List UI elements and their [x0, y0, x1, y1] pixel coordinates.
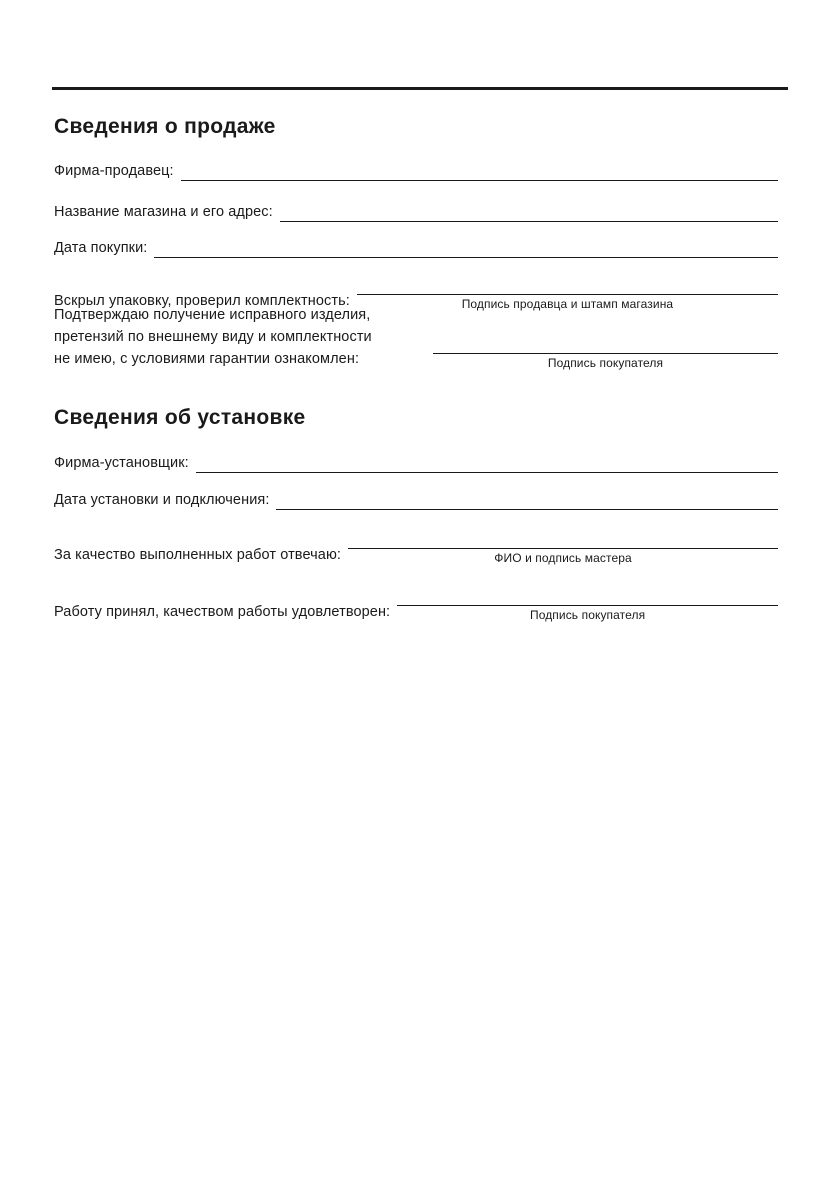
- purchase-date-label: Дата покупки:: [54, 240, 148, 256]
- installer-field-row: [54, 453, 778, 473]
- install-date-blank-line[interactable]: [276, 490, 778, 510]
- acceptance-field-row: [54, 304, 778, 370]
- shop-name-label: Название магазина и его адрес:: [54, 204, 273, 220]
- shop-name-blank-line[interactable]: [280, 202, 778, 222]
- acceptance-label-line-2: претензий по внешнему виду и комплектности: [54, 329, 372, 345]
- shop-name-field-row: [54, 202, 778, 222]
- installer-fill: [196, 453, 778, 473]
- purchase-date-blank-line[interactable]: [154, 238, 778, 258]
- install-date-fill: [276, 490, 778, 510]
- work-quality-label: За качество выполненных работ отвечаю:: [54, 547, 342, 563]
- installation-section-heading: Сведения об установке: [54, 406, 306, 429]
- acceptance-fill: [433, 334, 778, 370]
- seller-label: Фирма-продавец:: [54, 163, 174, 179]
- purchase-date-field-row: [54, 238, 778, 258]
- acceptance-blank-line[interactable]: [433, 334, 778, 354]
- seller-fill: [181, 161, 778, 181]
- work-accepted-blank-line[interactable]: [397, 586, 778, 606]
- seller-signature-stamp-caption: Подпись продавца и штамп магазина: [461, 297, 674, 311]
- acceptance-label-line-1: Подтверждаю получение исправного изделия,: [54, 307, 371, 323]
- work-accepted-label: Работу принял, качеством работы удовлетворен:: [54, 604, 391, 620]
- master-name-signature-caption: ФИО и подпись мастера: [494, 551, 632, 565]
- package-check-blank-line[interactable]: [357, 275, 778, 295]
- shop-name-fill: [280, 202, 778, 222]
- buyer-signature-caption-sale: Подпись покупателя: [547, 356, 664, 370]
- work-quality-field-row: [54, 529, 778, 565]
- acceptance-label: [54, 304, 426, 370]
- work-accepted-fill: [397, 586, 778, 622]
- sale-section-heading: Сведения о продаже: [54, 115, 276, 138]
- purchase-date-fill: [154, 238, 778, 258]
- installer-blank-line[interactable]: [196, 453, 778, 473]
- install-date-label: Дата установки и подключения:: [54, 492, 270, 508]
- top-divider-rule: [52, 87, 788, 90]
- seller-blank-line[interactable]: [181, 161, 778, 181]
- seller-field-row: [54, 161, 778, 181]
- installer-label: Фирма-установщик:: [54, 455, 189, 471]
- work-quality-blank-line[interactable]: [348, 529, 778, 549]
- install-date-field-row: [54, 490, 778, 510]
- package-check-label: Вскрыл упаковку, проверил комплектность:: [54, 293, 350, 309]
- work-quality-fill: [348, 529, 778, 565]
- acceptance-label-line-3: не имею, с условиями гарантии ознакомлен:: [54, 351, 360, 367]
- buyer-signature-caption-installation: Подпись покупателя: [529, 608, 646, 622]
- work-accepted-field-row: [54, 586, 778, 622]
